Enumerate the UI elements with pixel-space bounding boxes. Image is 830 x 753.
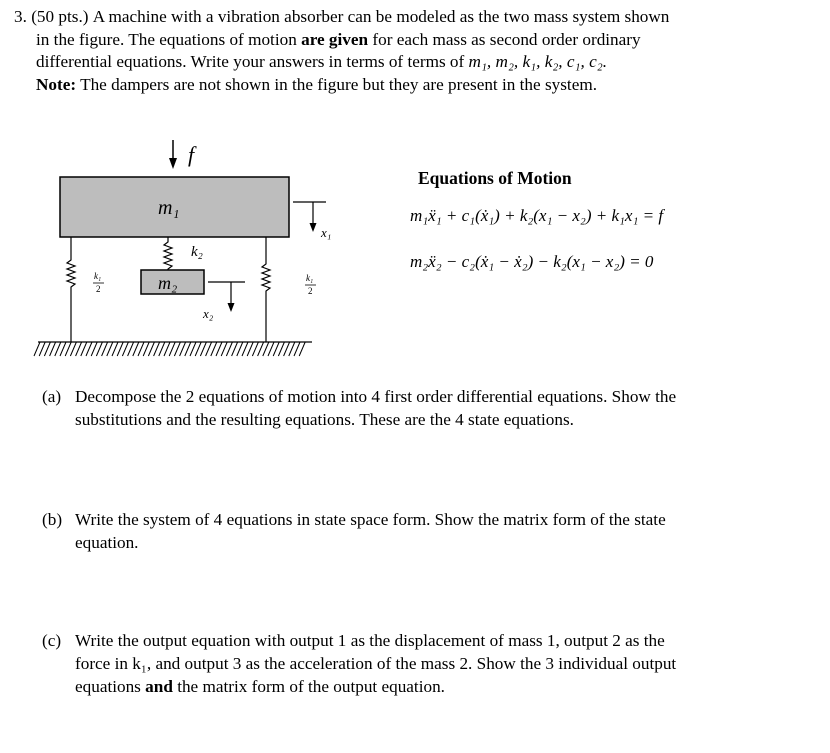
spring-k2 <box>164 237 172 270</box>
ground-hatch-line <box>81 342 87 356</box>
problem-number: 3. <box>14 7 27 26</box>
ground-hatch-line <box>237 342 243 356</box>
part-b-label: (b) <box>42 510 63 529</box>
ground-hatch-line <box>128 342 134 356</box>
part-c-label: (c) <box>42 631 62 650</box>
ground-hatch-line <box>39 342 45 356</box>
ground-hatch-line <box>200 342 206 356</box>
force-label: f <box>188 142 195 167</box>
x2-label: x₂ <box>203 306 214 321</box>
problem-note <box>14 74 774 97</box>
ground-hatch-line <box>70 342 76 356</box>
problem-points: (50 pts.) <box>31 7 89 26</box>
ground-hatch-line <box>190 342 196 356</box>
ground-hatch-line <box>50 342 56 356</box>
ground-hatch-line <box>159 342 165 356</box>
ground-hatch-line <box>138 342 144 356</box>
ground-hatch-line <box>65 342 71 356</box>
ground-hatch-line <box>232 342 238 356</box>
ground-hatch-line <box>117 342 123 356</box>
ground-hatch-line <box>55 342 61 356</box>
ground-hatch-line <box>263 342 269 356</box>
part-a-label: (a) <box>42 387 62 406</box>
problem-text-2b: for each mass as second order ordinary <box>368 29 641 49</box>
mass-1-label: m₁ <box>158 197 180 219</box>
problem-line-3 <box>14 51 774 74</box>
ground-hatch-line <box>112 342 118 356</box>
problem-text-1: A machine with a vibration absorber can be modeled as the two mass system shown <box>92 7 670 26</box>
ground-hatch-line <box>221 342 227 356</box>
two-mass-system-figure <box>30 132 330 362</box>
part-a-line-1: Decompose the 2 equations of motion into 4 first order differential equations. Show the <box>75 387 677 406</box>
ground-hatch-line <box>76 342 82 356</box>
ground-hatch-line <box>211 342 217 356</box>
ground-hatch-line <box>268 342 274 356</box>
ground-hatch-line <box>195 342 201 356</box>
spring-left-label-den: 2 <box>96 284 101 294</box>
problem-text-2-bold: are given <box>301 29 369 49</box>
spring-left-label-num: k₁ <box>94 271 102 281</box>
ground-hatch-line <box>44 342 50 356</box>
ground-hatch-line <box>107 342 113 356</box>
part-b-line-1: Write the system of 4 equations in state space form. Show the matrix form of the state <box>75 510 666 529</box>
part-c-line-3a: equations <box>75 677 146 696</box>
ground-hatch-line <box>258 342 264 356</box>
problem-statement <box>14 6 774 96</box>
part-c-line-3b: the matrix form of the output equation. <box>172 677 445 696</box>
ground-hatch-line <box>216 342 222 356</box>
note-text: The dampers are not shown in the figure but they are present in the system. <box>76 74 597 94</box>
ground-hatch-line <box>289 342 295 356</box>
ground-hatch-line <box>185 342 191 356</box>
ground-hatch-line <box>247 342 253 356</box>
equations-heading: Equations of Motion <box>418 168 572 188</box>
ground-hatch-line <box>252 342 258 356</box>
equation-1-text: m₁ẍ₁ + c₁(ẋ₁) + k₂(x₁ − x₂) + k₁x₁ = f <box>410 206 664 225</box>
ground-hatch-line <box>34 342 40 356</box>
force-arrow <box>169 140 177 169</box>
part-a-line-2: substitutions and the resulting equations. These are the 4 state equations. <box>75 410 574 429</box>
ground-hatch-line <box>91 342 97 356</box>
part-b <box>42 508 782 554</box>
ground-hatch-line <box>148 342 154 356</box>
ground-hatch-line <box>164 342 170 356</box>
spring-left-k1-half <box>67 237 75 342</box>
equation-1 <box>410 206 663 226</box>
spring-right-label-den: 2 <box>308 286 313 296</box>
part-c-line-3-bold: and <box>145 677 173 696</box>
x2-displacement-arrow <box>208 282 245 312</box>
problem-line-2 <box>14 29 774 52</box>
part-c <box>42 629 782 698</box>
ground-hatch-line <box>96 342 102 356</box>
spring-right-k1-half <box>262 237 270 342</box>
ground-hatch-line <box>154 342 160 356</box>
ground <box>34 342 312 356</box>
mass-2-label: m₂ <box>158 273 178 293</box>
note-label: Note: <box>36 74 77 94</box>
ground-hatch-line <box>180 342 186 356</box>
ground-hatch-line <box>102 342 108 356</box>
ground-hatch-line <box>206 342 212 356</box>
part-c-line-1: Write the output equation with output 1 as the displacement of mass 1, output 2 as the <box>75 631 665 650</box>
ground-hatch-line <box>174 342 180 356</box>
spring-k2-label: k₂ <box>191 244 203 260</box>
problem-text-2a: in the figure. The equations of motion <box>36 29 302 49</box>
part-a <box>42 385 782 431</box>
ground-hatch-line <box>122 342 128 356</box>
part-c-line-2: force in k₁, and output 3 as the acceleration of the mass 2. Show the 3 individual output <box>75 654 677 673</box>
ground-hatch-line <box>169 342 175 356</box>
spring-right-label-num: k₁ <box>306 273 314 283</box>
ground-hatch-line <box>226 342 232 356</box>
ground-hatch-line <box>60 342 66 356</box>
problem-text-3: differential equations. Write your answers in terms of terms of <box>36 52 469 72</box>
equation-2 <box>410 252 653 272</box>
ground-hatch-line <box>86 342 92 356</box>
problem-variables: m₁, m₂, k₁, k₂, c₁, c₂. <box>468 52 608 72</box>
x1-label: x₁ <box>321 225 332 240</box>
problem-line-1 <box>14 6 774 29</box>
ground-hatch-line <box>242 342 248 356</box>
ground-hatch-line <box>273 342 279 356</box>
part-b-line-2: equation. <box>75 533 139 552</box>
part-c-line-3 <box>75 675 782 698</box>
ground-hatch-line <box>278 342 284 356</box>
ground-hatch-line <box>299 342 305 356</box>
ground-hatch-line <box>294 342 300 356</box>
ground-hatch-line <box>143 342 149 356</box>
ground-hatch-line <box>133 342 139 356</box>
ground-hatch-line <box>284 342 290 356</box>
equation-2-text: m₂ẍ₂ − c₂(ẋ₁ − ẋ₂) − k₂(x₁ − x₂) = 0 <box>410 252 654 271</box>
